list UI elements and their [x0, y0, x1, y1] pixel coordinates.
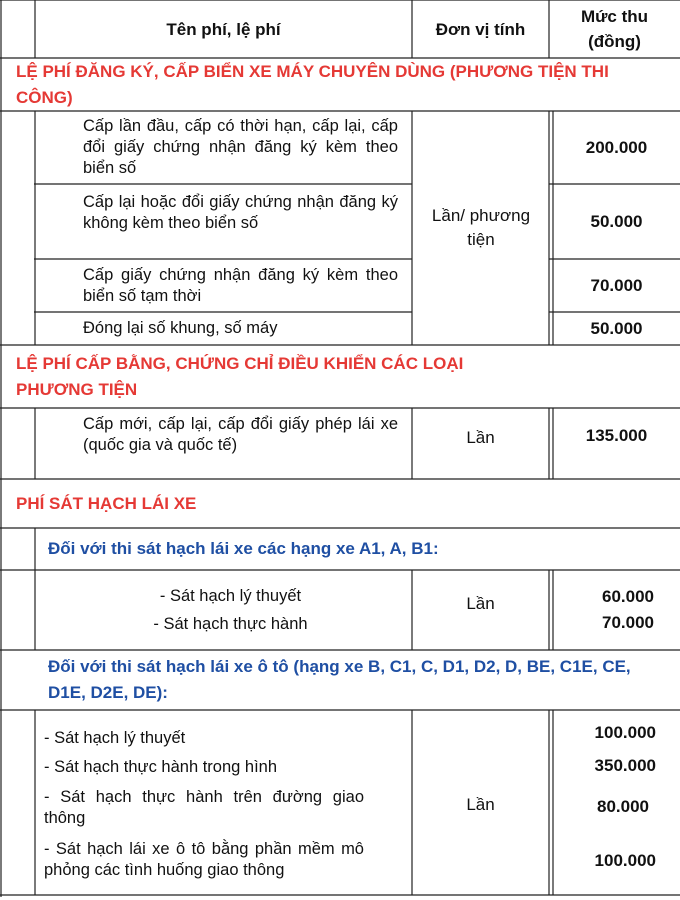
header-unit: Đơn vị tính: [435, 19, 526, 39]
section2-item-1-unit: Lần: [466, 428, 495, 447]
section1-item-1-name: Cấp lần đầu, cấp có thời hạn, cấp lại, cấp đổi giấy chứng nhận đăng ký kèm theo biển số: [83, 117, 398, 177]
group2-item-2-name: - Sát hạch thực hành trong hình: [44, 757, 278, 776]
section1-title-line1: LỆ PHÍ ĐĂNG KÝ, CẤP BIỂN XE MÁY CHUYÊN DÙNG (PHƯƠNG TIỆN THI: [16, 61, 609, 81]
header-fee-line2: (đồng): [588, 32, 641, 51]
section3-title: PHÍ SÁT HẠCH LÁI XE: [16, 493, 197, 513]
section1-unit: Lần/ phương tiện: [431, 206, 531, 249]
group2-title-line1: Đối với thi sát hạch lái xe ô tô (hạng xe B, C1, C, D1, D2, D, BE, C1E, CE,: [48, 657, 631, 676]
section1-item-1-price: 200.000: [585, 137, 648, 157]
group1-item-1-price: 60.000: [602, 587, 654, 606]
group2-item-1-price: 100.000: [594, 723, 656, 742]
group1-prices: [553, 570, 680, 650]
section1-title-line2: CÔNG): [16, 87, 73, 107]
group2-title-line2: D1E, D2E, DE):: [48, 683, 168, 702]
section1-item-2-price: 50.000: [590, 211, 643, 231]
group1-item-2-price: 70.000: [602, 613, 654, 632]
section2-title: [0, 345, 680, 408]
section1-title: [0, 58, 680, 111]
group2-item-1-name: - Sát hạch lý thuyết: [44, 728, 186, 747]
header-fee-line1: Mức thu: [580, 7, 649, 26]
group1-item-1-name: - Sát hạch lý thuyết: [159, 586, 302, 605]
group2-item-4-name: - Sát hạch lái xe ô tô bằng phần mềm mô phỏng các tình huống giao thông: [44, 840, 364, 879]
group2-item-4-price: 100.000: [594, 851, 656, 870]
group1-unit: Lần: [466, 594, 495, 613]
group2-item-3-name: - Sát hạch thực hành trên đường giao thông: [44, 788, 364, 827]
group2-item-3-price: 80.000: [597, 797, 649, 816]
group2-unit: Lần: [466, 795, 495, 814]
section1-item-4-price: 50.000: [590, 318, 643, 338]
group1-names: [35, 570, 412, 650]
group1-item-2-name: - Sát hạch thực hành: [153, 614, 308, 633]
group1-title: Đối với thi sát hạch lái xe các hạng xe A1, A, B1:: [48, 539, 439, 558]
group2-title: [0, 650, 680, 710]
section1-item-3-name: Cấp giấy chứng nhận đăng ký kèm theo biển số tạm thời: [83, 265, 398, 305]
section2-item-1-name: Cấp mới, cấp lại, cấp đổi giấy phép lái xe (quốc gia và quốc tế): [83, 415, 398, 454]
section2-item-1-price: 135.000: [585, 425, 648, 445]
section2-title-line1: LỆ PHÍ CẤP BẰNG, CHỨNG CHỈ ĐIỀU KHIỂN CÁC LOẠI: [16, 353, 464, 373]
section1-item-4-name: Đóng lại số khung, số máy: [83, 319, 278, 337]
group2-item-2-price: 350.000: [594, 756, 656, 775]
header-name: Tên phí, lệ phí: [166, 19, 281, 39]
section2-title-line2: PHƯƠNG TIỆN: [16, 379, 138, 399]
section1-item-2-name: Cấp lại hoặc đổi giấy chứng nhận đăng ký không kèm theo biển số: [83, 193, 398, 232]
header-fee: [549, 0, 680, 58]
section1-item-3-price: 70.000: [590, 275, 643, 295]
